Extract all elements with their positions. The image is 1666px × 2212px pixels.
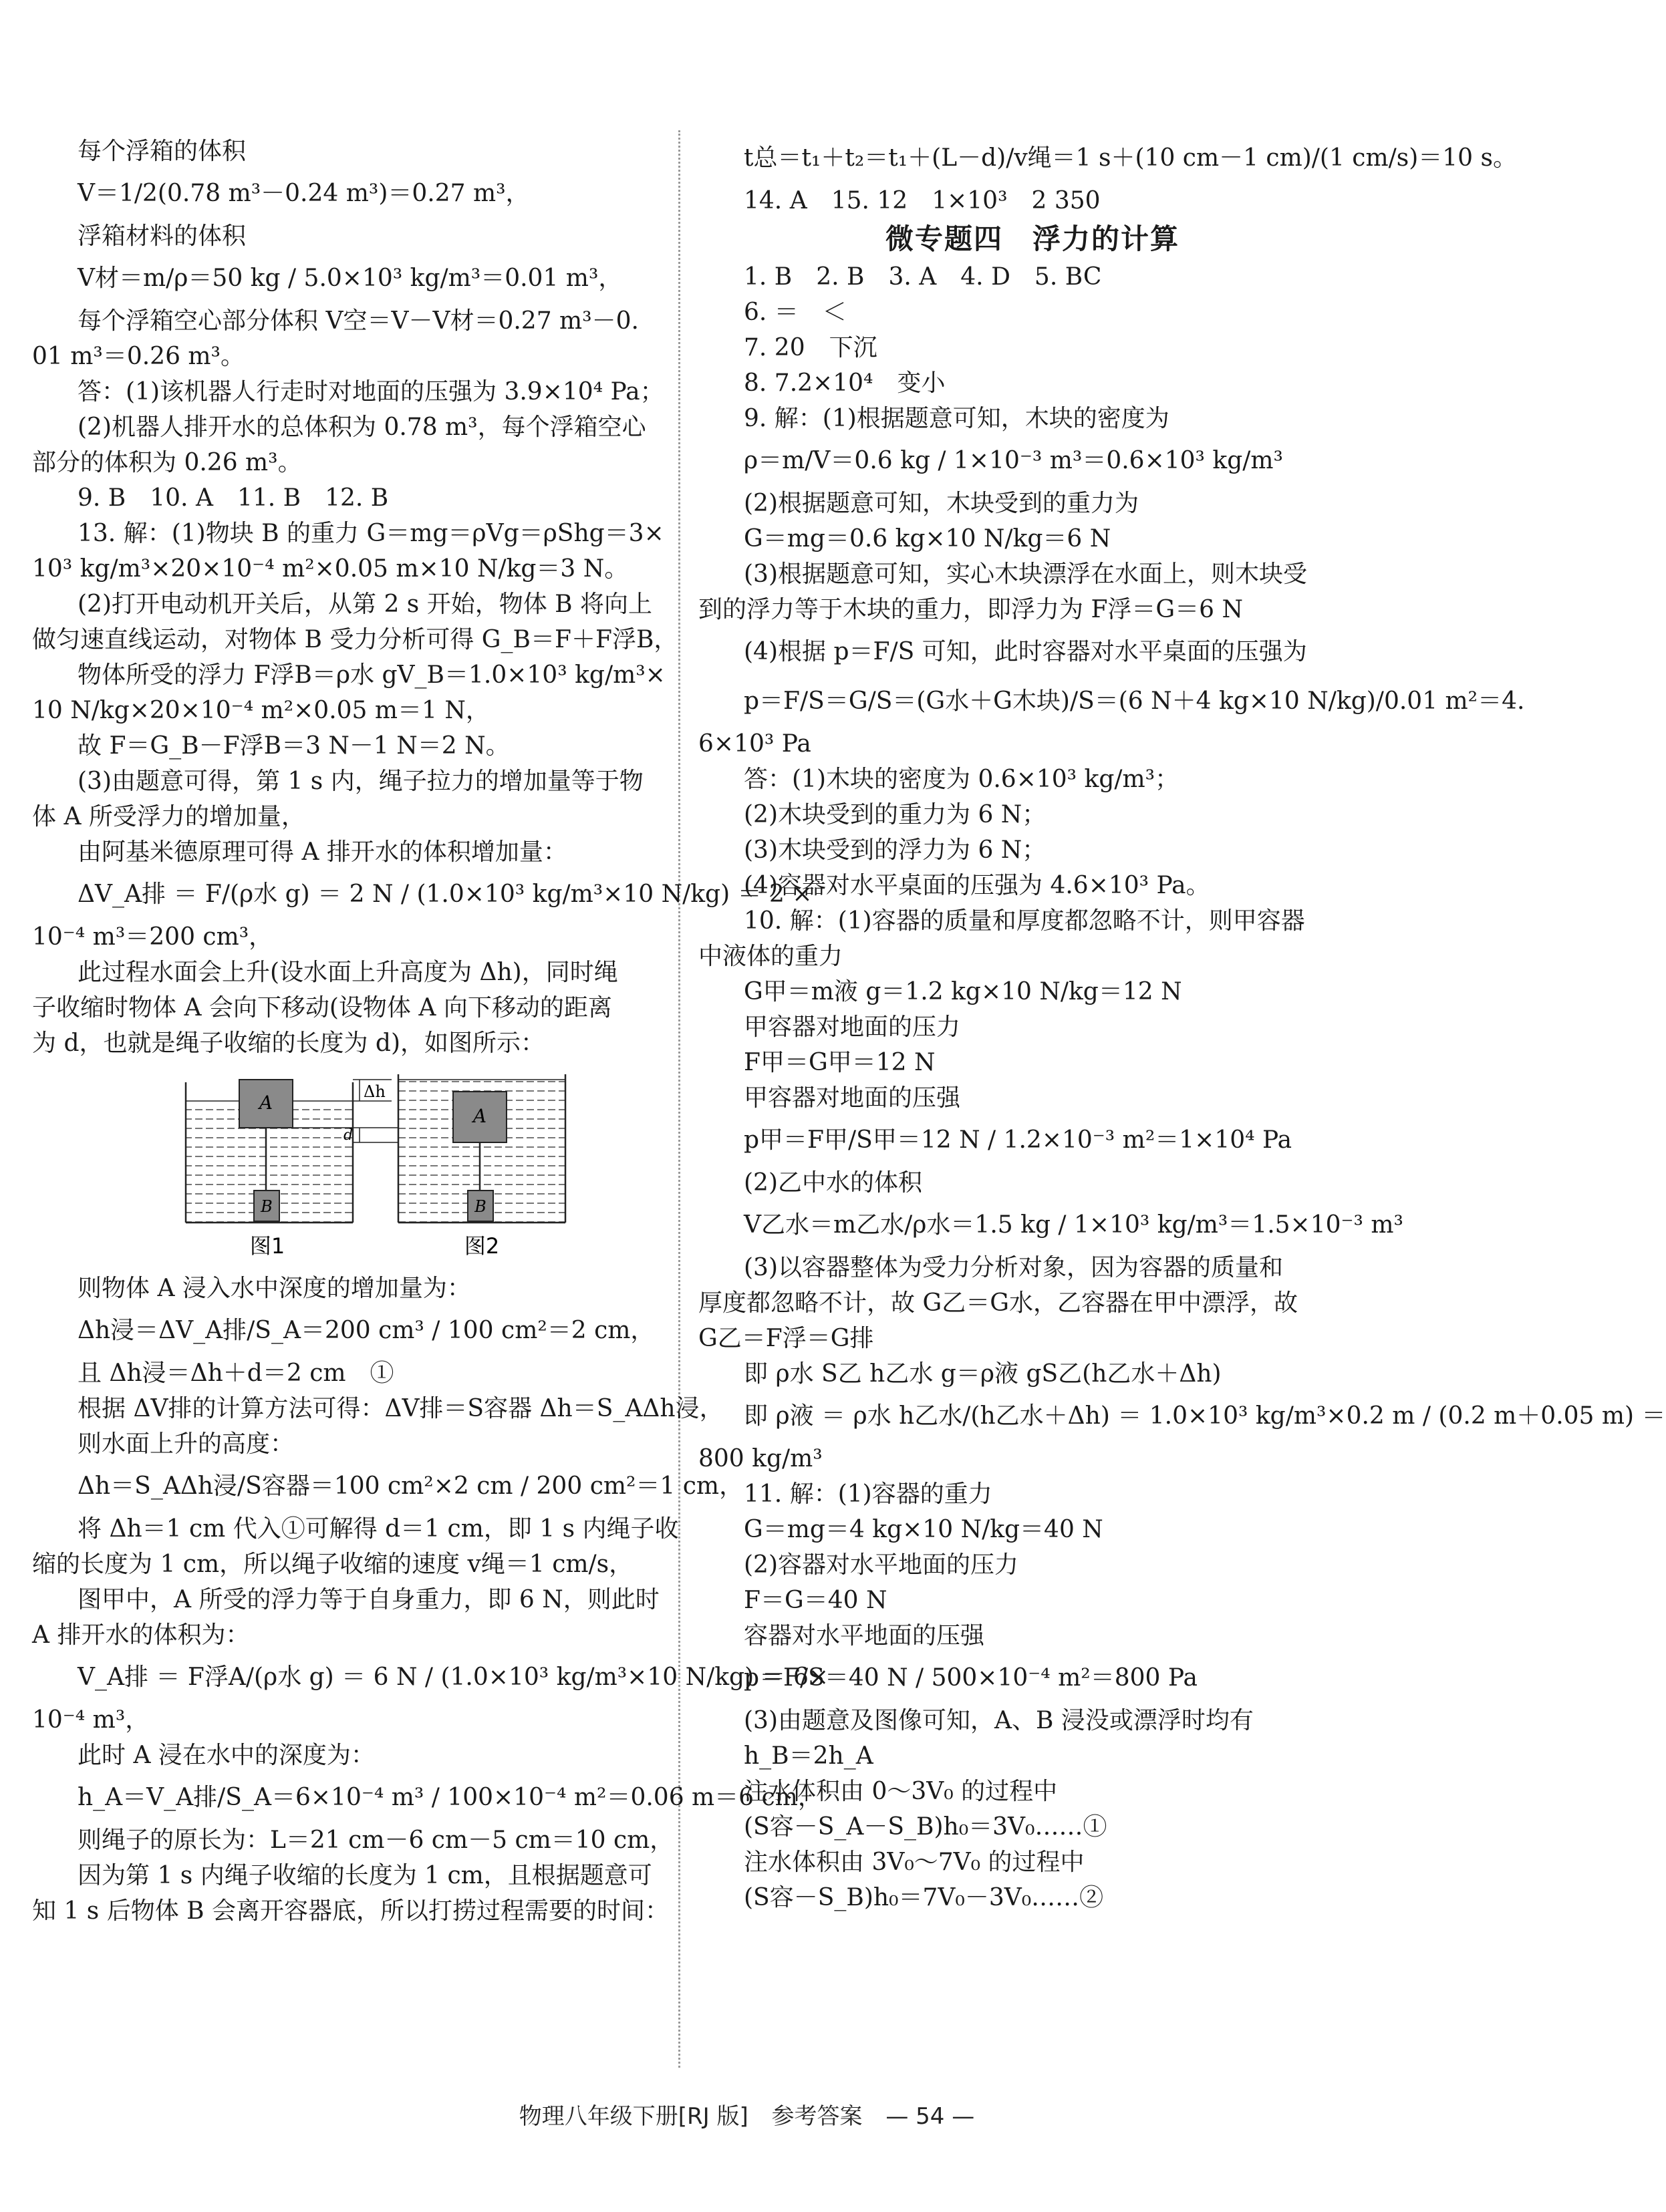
text-line: 体 A 所受浮力的增加量， <box>32 803 305 830</box>
text-line: G＝mg＝4 kg×10 N/kg＝40 N <box>744 1516 1103 1543</box>
text-line: G乙＝F浮＝G排 <box>698 1325 874 1352</box>
text-line: F甲＝G甲＝12 N <box>744 1049 936 1076</box>
text-line: (2)机器人排开水的总体积为 0.78 m³，每个浮箱空心 <box>78 414 646 441</box>
text-line: (4)容器对水平桌面的压强为 4.6×10³ Pa。 <box>744 872 1210 899</box>
text-line: p甲＝F甲/S甲＝12 N / 1.2×10⁻³ m²＝1×10⁴ Pa <box>744 1126 1292 1154</box>
text-line: 甲容器对地面的压力 <box>744 1013 961 1041</box>
text-line: 10. 解：(1)容器的质量和厚度都忽略不计，则甲容器 <box>744 907 1305 935</box>
text-line: F＝G＝40 N <box>744 1587 887 1614</box>
text-line: (S容－S_A－S_B)h₀＝3V₀……① <box>744 1813 1107 1841</box>
text-line: 8. 7.2×10⁴ 变小 <box>744 369 946 397</box>
text-line: (2)容器对水平地面的压力 <box>744 1551 1018 1579</box>
text-line: G＝mg＝0.6 kg×10 N/kg＝6 N <box>744 525 1111 552</box>
text-line: 故 F＝G_B－F浮B＝3 N－1 N＝2 N。 <box>78 732 510 760</box>
text-line: V_A排 ＝ F浮A/(ρ水 g) ＝ 6 N / (1.0×10³ kg/m³×10 N/kg) ＝ 6× <box>78 1664 829 1691</box>
text-line: (2)打开电动机开关后，从第 2 s 开始，物体 B 将向上 <box>78 591 653 618</box>
text-line: 为 d，也就是绳子收缩的长度为 d)，如图所示： <box>32 1030 545 1057</box>
text-line: 且 Δh浸＝Δh＋d＝2 cm ① <box>78 1360 394 1387</box>
text-line: 缩的长度为 1 cm，所以绳子收缩的速度 v绳＝1 cm/s， <box>32 1551 634 1578</box>
text-line: Δh浸＝ΔV_A排/S_A＝200 cm³ / 100 cm²＝2 cm， <box>78 1317 655 1344</box>
text-line: 每个浮箱的体积 <box>78 138 247 165</box>
delta-h-label: Δh <box>364 1082 386 1101</box>
text-line: 每个浮箱空心部分体积 V空＝V－V材＝0.27 m³－0. <box>78 307 639 335</box>
text-line: ΔV_A排 ＝ F/(ρ水 g) ＝ 2 N / (1.0×10³ kg/m³×10 N/kg) ＝ 2 × <box>78 881 813 908</box>
d-label: d <box>343 1127 354 1144</box>
footer-book: 物理八年级下册[RJ 版] <box>519 2103 748 2130</box>
text-line: (2)根据题意可知，木块受到的重力为 <box>744 490 1139 517</box>
tank1-label-a: A <box>259 1092 273 1114</box>
text-line: h_A＝V_A排/S_A＝6×10⁻⁴ m³ / 100×10⁻⁴ m²＝0.06 m＝6 cm， <box>78 1784 822 1811</box>
tank1-label-b: B <box>261 1197 273 1216</box>
text-line: 到的浮力等于木块的重力，即浮力为 F浮＝G＝6 N <box>698 596 1244 623</box>
text-line: 此时 A 浸在水中的深度为： <box>78 1742 375 1769</box>
text-line: 7. 20 下沉 <box>744 334 877 361</box>
right-lines-b <box>698 259 1666 1915</box>
text-line: 01 m³＝0.26 m³。 <box>32 343 245 370</box>
text-line: (4)根据 p＝F/S 可知，此时容器对水平桌面的压强为 <box>744 638 1307 665</box>
text-line: V乙水＝m乙水/ρ水＝1.5 kg / 1×10³ kg/m³＝1.5×10⁻³ m³ <box>744 1211 1403 1239</box>
text-line: 甲容器对地面的压强 <box>744 1084 961 1112</box>
footer-section: 参考答案 <box>771 2103 863 2130</box>
text-line: p＝F/S＝40 N / 500×10⁻⁴ m²＝800 Pa <box>744 1664 1198 1692</box>
tank2-label-a: A <box>472 1105 487 1127</box>
text-line: 14. A 15. 12 1×10³ 2 350 <box>744 187 1101 214</box>
text-line: 10⁻⁴ m³， <box>32 1706 150 1734</box>
text-line: (S容－S_B)h₀＝7V₀－3V₀……② <box>744 1884 1104 1911</box>
text-line: 厚度都忽略不计，故 G乙＝G水，乙容器在甲中漂浮，故 <box>698 1289 1298 1317</box>
text-line: 10³ kg/m³×20×10⁻⁴ m²×0.05 m×10 N/kg＝3 N。 <box>32 555 629 583</box>
tank2-label-b: B <box>474 1197 487 1216</box>
text-line: 则水面上升的高度： <box>78 1430 295 1458</box>
right-lines-a <box>698 134 1517 218</box>
text-line: (3)由题意可得，第 1 s 内，绳子拉力的增加量等于物 <box>78 768 644 795</box>
text-line: 浮箱材料的体积 <box>78 222 247 250</box>
text-line: ρ＝m/V＝0.6 kg / 1×10⁻³ m³＝0.6×10³ kg/m³ <box>744 447 1283 474</box>
text-line: 10 N/kg×20×10⁻⁴ m²×0.05 m＝1 N， <box>32 697 490 724</box>
tank-diagram <box>184 1068 652 1268</box>
text-line: (3)以容器整体为受力分析对象，因为容器的质量和 <box>744 1254 1283 1281</box>
text-line: 根据 ΔV排的计算方法可得：ΔV排＝S容器 Δh＝S_AΔh浸， <box>78 1395 724 1422</box>
text-line: 答：(1)该机器人行走时对地面的压强为 3.9×10⁴ Pa； <box>78 378 664 406</box>
text-line: 6. ＝ ＜ <box>744 299 847 326</box>
figure2-caption: 图2 <box>464 1233 500 1259</box>
text-line: (3)由题意及图像可知，A、B 浸没或漂浮时均有 <box>744 1707 1254 1734</box>
text-line: 中液体的重力 <box>698 943 843 970</box>
text-line: p＝F/S＝G/S＝(G水＋G木块)/S＝(6 N＋4 kg×10 N/kg)/0.01 m²＝4. <box>744 687 1525 715</box>
text-line: 将 Δh＝1 cm 代入①可解得 d＝1 cm，即 1 s 内绳子收 <box>78 1515 679 1543</box>
text-line: G甲＝m液 g＝1.2 kg×10 N/kg＝12 N <box>744 978 1182 1005</box>
buoyancy-figure <box>184 1068 652 1268</box>
text-line: 子收缩时物体 A 会向下移动(设物体 A 向下移动的距离 <box>32 994 612 1021</box>
text-line: 9. 解：(1)根据题意可知，木块的密度为 <box>744 405 1169 432</box>
text-line: 9. B 10. A 11. B 12. B <box>78 484 389 512</box>
text-line: V＝1/2(0.78 m³－0.24 m³)＝0.27 m³， <box>78 180 530 207</box>
text-line: 即 ρ水 S乙 h乙水 g＝ρ液 gS乙(h乙水＋Δh) <box>744 1360 1222 1388</box>
text-line: 800 kg/m³ <box>698 1445 823 1472</box>
text-line: A 排开水的体积为： <box>32 1621 250 1649</box>
text-line: 部分的体积为 0.26 m³。 <box>32 449 302 476</box>
text-line: 则绳子的原长为：L＝21 cm－6 cm－5 cm＝10 cm， <box>78 1827 674 1854</box>
right-column <box>698 134 1666 1915</box>
text-line: 即 ρ液 ＝ ρ水 h乙水/(h乙水＋Δh) ＝ 1.0×10³ kg/m³×0.2 m / (0.2 m＋0.05 m) ＝ <box>744 1402 1666 1430</box>
text-line: 做匀速直线运动，对物体 B 受力分析可得 G_B＝F＋F浮B， <box>32 626 678 653</box>
text-line: 此过程水面会上升(设水面上升高度为 Δh)，同时绳 <box>78 959 618 986</box>
text-line: V材＝m/ρ＝50 kg / 5.0×10³ kg/m³＝0.01 m³， <box>78 265 623 292</box>
text-line: Δh＝S_AΔh浸/S容器＝100 cm²×2 cm / 200 cm²＝1 cm， <box>78 1472 744 1500</box>
text-line: 则物体 A 浸入水中深度的增加量为： <box>78 1275 471 1302</box>
text-line: 注水体积由 3V₀～7V₀ 的过程中 <box>744 1849 1085 1876</box>
text-line: 6×10³ Pa <box>698 730 811 758</box>
text-line: 10⁻⁴ m³＝200 cm³， <box>32 923 273 951</box>
page-footer <box>0 2098 1494 2130</box>
text-line: 容器对水平地面的压强 <box>744 1622 985 1649</box>
text-line: 知 1 s 后物体 B 会离开容器底，所以打捞过程需要的时间： <box>32 1897 670 1925</box>
text-line: (2)木块受到的重力为 6 N； <box>744 801 1047 828</box>
text-line: (3)木块受到的浮力为 6 N； <box>744 836 1047 864</box>
text-line: 由阿基米德原理可得 A 排开水的体积增加量： <box>78 838 567 866</box>
section-title: 微专题四 浮力的计算 <box>885 222 1179 255</box>
text-line: h_B＝2h_A <box>744 1742 873 1770</box>
footer-page-number: — 54 — <box>885 2103 975 2130</box>
text-line: 图甲中，A 所受的浮力等于自身重力，即 6 N，则此时 <box>78 1586 660 1613</box>
text-line: 注水体积由 0～3V₀ 的过程中 <box>744 1778 1058 1805</box>
text-line: 13. 解：(1)物块 B 的重力 G＝mg＝ρVg＝ρShg＝3× <box>78 520 664 547</box>
text-line: 答：(1)木块的密度为 0.6×10³ kg/m³； <box>744 766 1179 793</box>
text-line: (2)乙中水的体积 <box>744 1169 922 1197</box>
text-line: 因为第 1 s 内绳子收缩的长度为 1 cm，且根据题意可 <box>78 1862 652 1889</box>
text-line: 1. B 2. B 3. A 4. D 5. BC <box>744 263 1102 291</box>
text-line: 11. 解：(1)容器的重力 <box>744 1480 992 1508</box>
text-line: 物体所受的浮力 F浮B＝ρ水 gV_B＝1.0×10³ kg/m³× <box>78 661 666 689</box>
text-line: t总＝t₁＋t₂＝t₁＋(L－d)/v绳＝1 s＋(10 cm－1 cm)/(1 cm/s)＝10 s。 <box>744 144 1517 172</box>
text-line: (3)根据题意可知，实心木块漂浮在水面上，则木块受 <box>744 561 1307 588</box>
figure1-caption: 图1 <box>249 1233 285 1259</box>
